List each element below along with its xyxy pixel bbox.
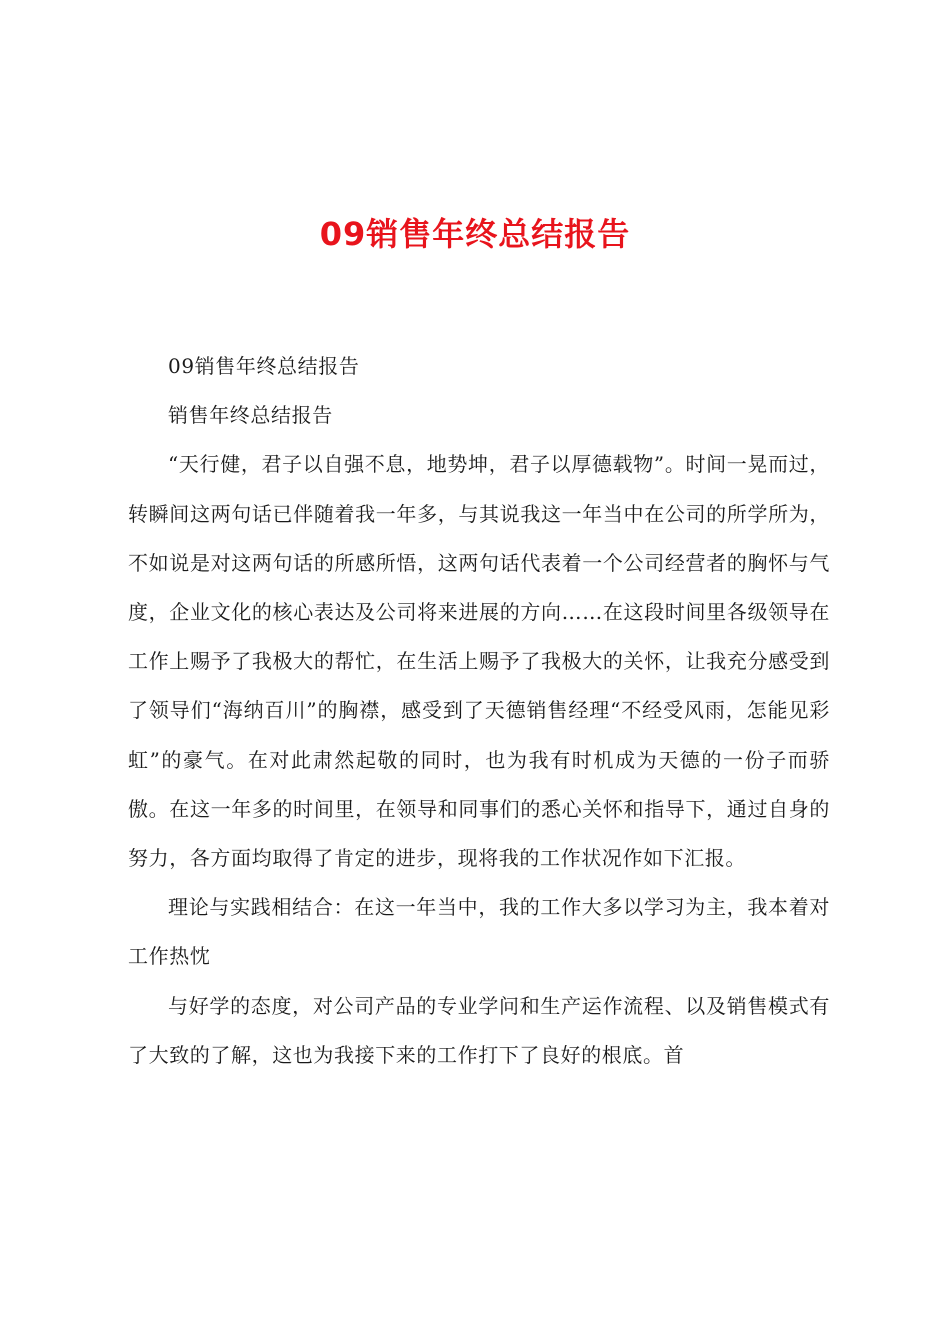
document-title: 09销售年终总结报告 (319, 215, 631, 253)
paragraph-intro: “天行健，君子以自强不息，地势坤，君子以厚德载物”。时间一晃而过，转瞬间这两句话已伴随着我一年多，与其说我这一年当中在公司的所学所为，不如说是对这两句话的所感所悟，这两句话代表着一个公司经营者的胸怀与气度，企业文化的核心表达及公司将来进展的方向……在这段时间里各级领导在工作上赐予了我极大的帮忙，在生活上赐予了我极大的关怀，让我充分感受到了领导们“海纳百川”的胸襟，感受到了天德销售经理“不经受风雨，怎能见彩虹”的豪气。在对此肃然起敬的同时，也为我有时机成为天德的一份子而骄傲。在这一年多的时间里，在领导和同事们的悉心关怀和指导下，通过自身的努力，各方面均取得了肯定的进步，现将我的工作状况作如下汇报。 (128, 452, 830, 871)
document-body (128, 342, 830, 1080)
paragraph-attitude: 与好学的态度，对公司产品的专业学问和生产运作流程、以及销售模式有了大致的了解，这也为我接下来的工作打下了良好的根底。首 (128, 993, 830, 1067)
paragraph-heading: 销售年终总结报告 (168, 403, 333, 428)
paragraph-subtitle: 09销售年终总结报告 (168, 354, 360, 378)
paragraph-theory-practice: 理论与实践相结合：在这一年当中，我的工作大多以学习为主，我本着对工作热忱 (128, 895, 830, 969)
